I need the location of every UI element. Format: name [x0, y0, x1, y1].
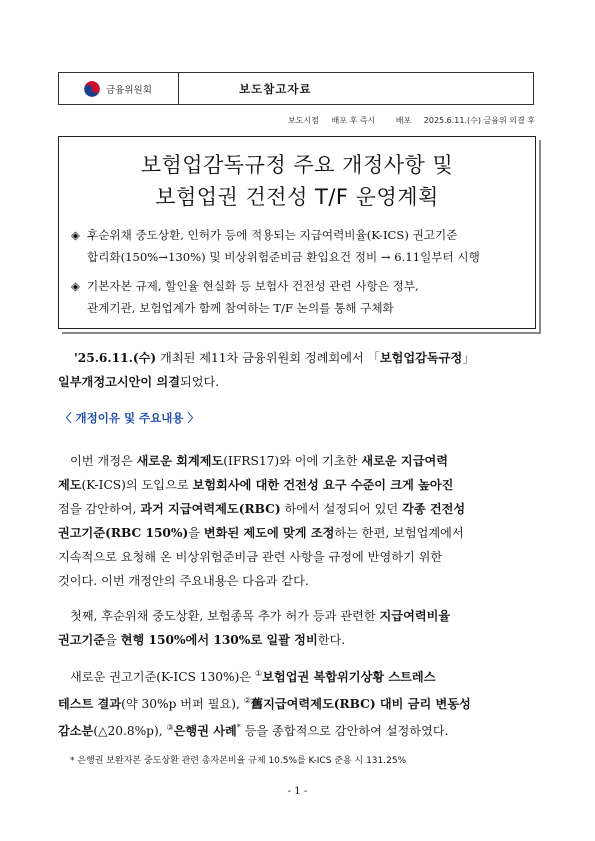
body-text: (약 30%p 버퍼 필요), — [121, 697, 244, 712]
body-bold: 지급여력비율 — [379, 609, 451, 623]
embargo-label: 보도시점 — [288, 116, 319, 125]
press-header — [58, 72, 534, 105]
body-text: 점을 감안하여, — [58, 502, 141, 516]
body-bold: 현행 150%에서 130%로 일괄 정비 — [120, 633, 318, 647]
body-text: 등을 종합적으로 감안하여 설정하였다. — [240, 724, 449, 739]
summary-item-1-line2: 합리화(150%→130%) 및 비상위험준비금 환입요건 정비 → 6.11일부터 시행 — [87, 250, 480, 264]
body-bold: 감소분 — [58, 724, 94, 739]
body-bold: 은행권 사례 — [173, 724, 237, 739]
body-bold: 권고기준(RBC 150%) — [58, 526, 189, 540]
page-number: - 1 - — [287, 786, 308, 797]
body-text: 첫째, 후순위채 중도상환, 보험종목 추가 허가 등과 관련한 — [70, 609, 380, 623]
body-text: 것이다. 이번 개정안의 주요내용은 다음과 같다. — [58, 574, 309, 588]
body-text: 이번 개정은 — [70, 454, 137, 468]
body-bold: 변화된 제도에 맞게 조정 — [203, 526, 335, 540]
body-paragraph-1 — [58, 449, 536, 593]
resolution-text: 일부개정고시안이 의결 — [58, 375, 180, 389]
body-paragraph-3 — [58, 662, 536, 743]
body-text: 하에서 설정되어 있던 — [280, 502, 403, 516]
body-text: 새로운 권고기준(K-ICS 130%)은 — [70, 670, 255, 685]
doc-type-label: 보도참고자료 — [239, 81, 312, 96]
embargo-value: 배포 후 즉시 — [331, 116, 376, 125]
body-bold: 제도 — [58, 478, 82, 492]
body-bold: 과거 지급여력제도(RBC) — [140, 502, 281, 516]
body-bold: 보험회사에 대한 건전성 요구 수준이 크게 높아진 — [192, 478, 454, 492]
distribution-value: 2025.6.11.(수) 금융위 의결 후 — [423, 116, 535, 125]
body-bold: 권고기준 — [58, 633, 106, 647]
intro-text: 되었다. — [179, 375, 220, 389]
body-paragraph-2 — [58, 604, 536, 652]
body-text: (IFRS17)와 이에 기초한 — [223, 454, 362, 468]
diamond-bullet-icon: ◈ — [71, 279, 80, 293]
summary-item-2 — [71, 275, 523, 319]
intro-text: 개최된 제11차 금융위원회 정례회에서 「 — [156, 351, 380, 365]
org-logo-cell — [59, 73, 179, 104]
intro-text: 」 — [462, 351, 475, 365]
body-text: (△20.8%p), — [93, 724, 167, 739]
taeguk-logo-icon — [83, 80, 101, 98]
footnote: * 은행권 보완자본 중도상환 관련 총자본비율 규제 10.5%를 K-ICS 준용 시 131.25% — [70, 756, 407, 766]
body-text: 을 — [188, 526, 204, 540]
summary-item-2-line1: 기본자본 규제, 할인율 현실화 등 보험사 건전성 관련 사항은 정부, — [87, 279, 419, 293]
meeting-date: '25.6.11.(수) — [74, 351, 157, 365]
body-bold: 舊지급여력제도(RBC) 대비 금리 변동성 — [250, 697, 471, 712]
body-bold: 테스트 결과 — [58, 697, 122, 712]
org-name: 금융위원회 — [106, 84, 152, 96]
body-text: 을 — [105, 633, 121, 647]
summary-item-1-line1: 후순위채 중도상환, 인허가 등에 적용되는 지급여력비율(K-ICS) 권고기준 — [87, 228, 458, 242]
section-heading: 〈 개정이유 및 주요내용 〉 — [60, 411, 199, 425]
circled-number: ③ — [166, 723, 174, 733]
intro-paragraph — [58, 346, 536, 394]
body-bold: 각종 건전성 — [402, 502, 466, 516]
release-info — [278, 115, 535, 126]
footnote-marker: * — [236, 723, 241, 733]
body-bold: 보험업권 복합위기상황 스트레스 — [262, 670, 436, 685]
circled-number: ② — [243, 696, 251, 706]
diamond-bullet-icon: ◈ — [71, 228, 80, 242]
body-bold: 새로운 지급여력 — [361, 454, 449, 468]
title-box — [58, 136, 536, 329]
body-text: (K-ICS)의 도입으로 — [81, 478, 193, 492]
circled-number: ① — [254, 669, 263, 678]
summary-item-2-line2: 관계기관, 보험업계가 함께 참여하는 T/F 논의를 통해 구체화 — [87, 301, 394, 315]
body-bold: 새로운 회계제도 — [136, 454, 224, 468]
body-text: 지속적으로 요청해 온 비상위험준비금 관련 사항을 규정에 반영하기 위한 — [58, 550, 443, 564]
summary-item-1 — [71, 224, 523, 268]
regulation-name: 보험업감독규정 — [379, 351, 463, 365]
distribution-label: 배포 — [395, 116, 412, 125]
body-text: 한다. — [317, 633, 346, 647]
title-line-1: 보험업감독규정 주요 개정사항 및 — [140, 153, 454, 177]
body-text: 하는 한편, 보험업계에서 — [334, 526, 464, 540]
title-line-2: 보험업권 건전성 T/F 운영계획 — [155, 185, 439, 209]
